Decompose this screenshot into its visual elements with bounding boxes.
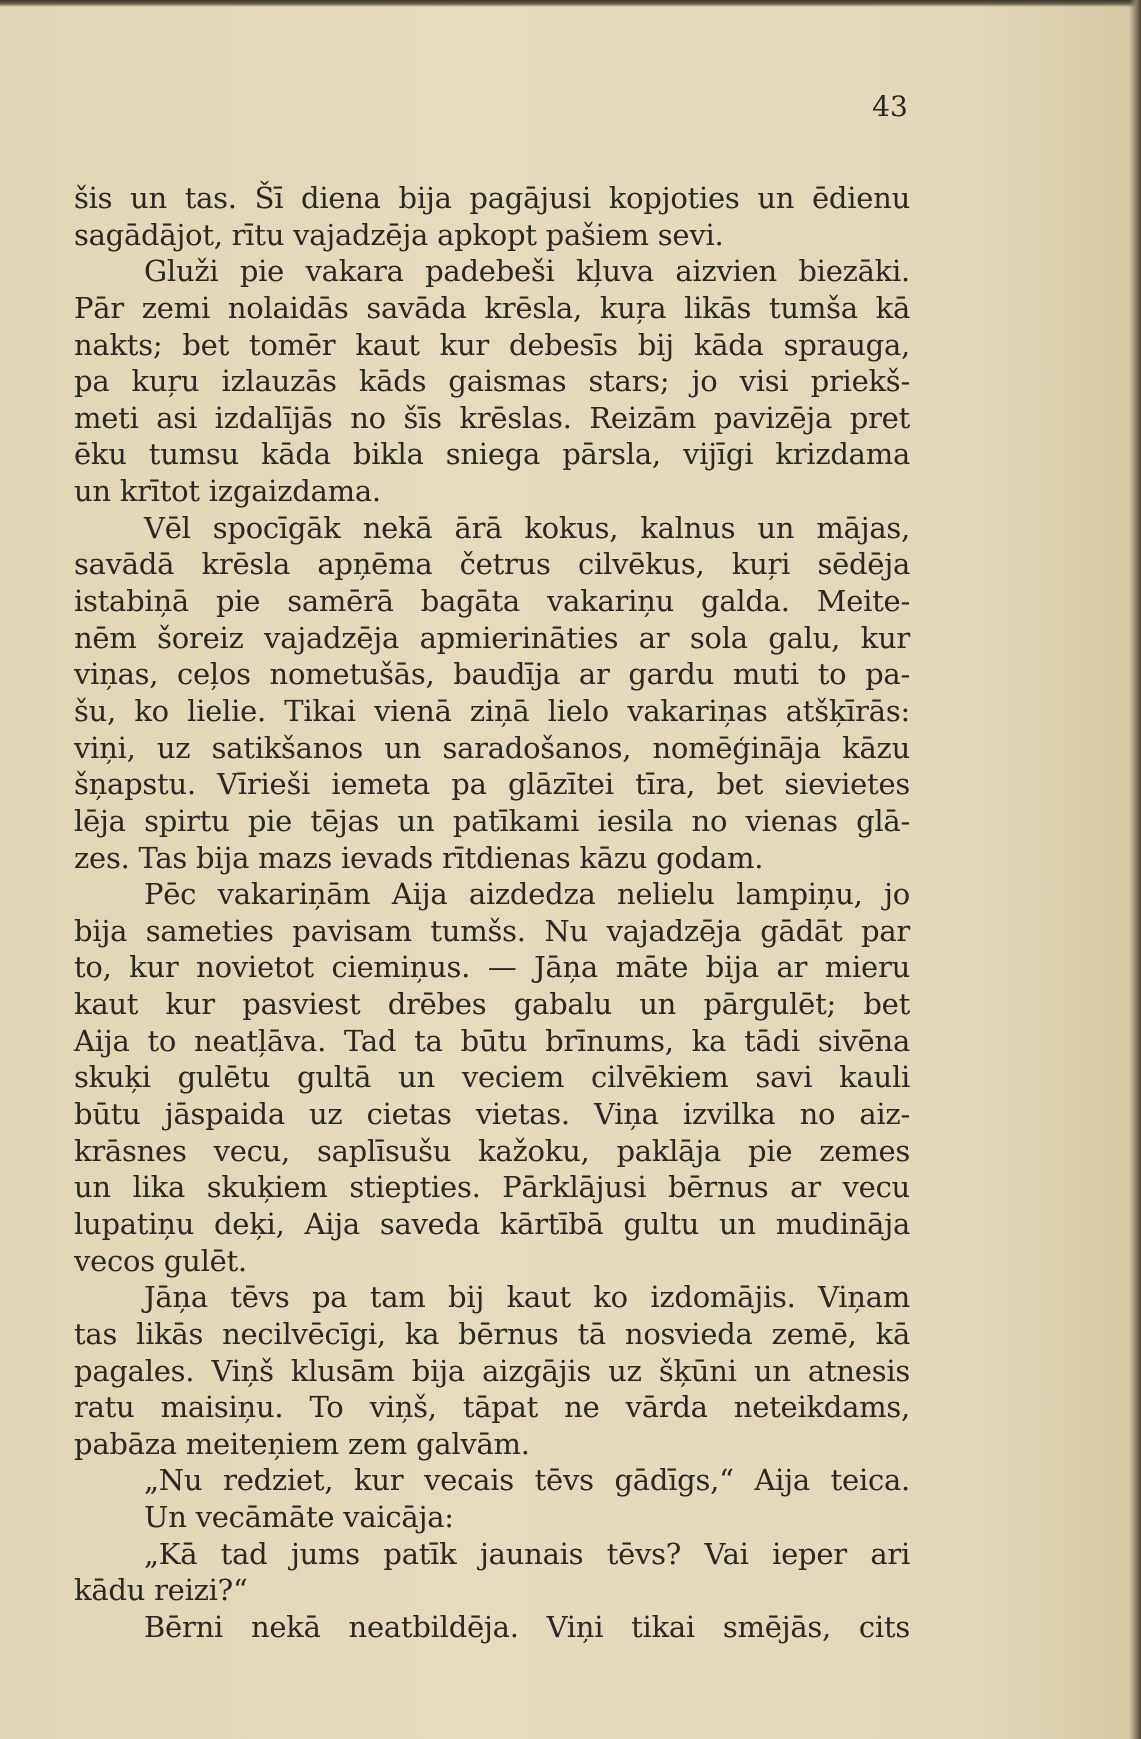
text-line: „Kā tad jums patīk jaunais tēvs? Vai ieper ari <box>144 1536 910 1571</box>
text-line: ēku tumsu kāda bikla sniega pārsla, vijīgi krizdama <box>74 437 910 472</box>
text-line: skuķi gulētu gultā un veciem cilvēkiem savi kauli <box>74 1060 910 1095</box>
text-line: Vēl spocīgāk nekā ārā kokus, kalnus un mājas, <box>144 510 910 545</box>
text-line: pabāza meiteņiem zem galvām. <box>74 1426 530 1461</box>
text-line: pagales. Viņš klusām bija aizgājis uz šķūni un atnesis <box>74 1353 910 1388</box>
text-line: istabiņā pie samērā bagāta vakariņu galda. Meite- <box>74 584 910 619</box>
text-line: bija sameties pavisam tumšs. Nu vajadzēja gādāt par <box>74 913 910 948</box>
text-line: šis un tas. Šī diena bija pagājusi kopjoties un ēdienu <box>74 181 910 215</box>
text-line: meti asi izdalījās no šīs krēslas. Reizām pavizēja pret <box>74 400 910 435</box>
body-text <box>74 180 910 1646</box>
text-line: Bērni nekā neatbildēja. Viņi tikai smējās, cits <box>144 1609 910 1644</box>
text-line: sagādājot, rītu vajadzēja apkopt pašiem sevi. <box>74 217 724 252</box>
text-line: Pār zemi nolaidās savāda krēsla, kuŗa likās tumša kā <box>74 290 910 325</box>
text-line: pa kuŗu izlauzās kāds gaismas stars; jo visi priekš- <box>74 364 910 399</box>
text-line: Aija to neatļāva. Tad ta būtu brīnums, ka tādi sivēna <box>74 1023 910 1058</box>
text-line: nakts; bet tomēr kaut kur debesīs bij kāda sprauga, <box>74 327 910 362</box>
text-line: Un vecāmāte vaicāja: <box>144 1500 454 1535</box>
text-line: Jāņa tēvs pa tam bij kaut ko izdomājis. Viņam <box>144 1280 910 1315</box>
text-line: nēm šoreiz vajadzēja apmierināties ar sola galu, kur <box>74 620 910 655</box>
text-line: krāsnes vecu, saplīsušu kažoku, paklāja pie zemes <box>74 1133 910 1168</box>
text-line: ratu maisiņu. To viņš, tāpat ne vārda neteikdams, <box>74 1390 910 1425</box>
text-line: kādu reizi?“ <box>74 1573 248 1608</box>
text-line: vecos gulēt. <box>74 1243 247 1278</box>
text-line: šņapstu. Vīrieši iemeta pa glāzītei tīra, bet sievietes <box>74 767 910 802</box>
page-binding-shadow <box>1129 0 1141 1739</box>
text-line: lupatiņu deķi, Aija saveda kārtībā gultu un mudināja <box>74 1206 910 1241</box>
text-line: Gluži pie vakara padebeši kļuva aizvien biezāki. <box>144 254 910 289</box>
text-line: to, kur novietot ciemiņus. — Jāņa māte bija ar mieru <box>74 950 910 985</box>
text-line: kaut kur pasviest drēbes gabalu un pārgulēt; bet <box>74 987 910 1022</box>
text-line: viņi, uz satikšanos un saradošanos, nomēģināja kāzu <box>74 730 910 765</box>
text-line: lēja spirtu pie tējas un patīkami iesila no vienas glā- <box>74 803 910 838</box>
text-line: Pēc vakariņām Aija aizdedza nelielu lampiņu, jo <box>144 877 910 912</box>
text-line: un lika skuķiem stiepties. Pārklājusi bērnus ar vecu <box>74 1170 910 1205</box>
text-line: savādā krēsla apņēma četrus cilvēkus, kuŗi sēdēja <box>74 547 910 582</box>
page-top-edge <box>0 0 1141 7</box>
text-line: „Nu redziet, kur vecais tēvs gādīgs,“ Aija teica. <box>144 1463 910 1498</box>
text-line: un krītot izgaizdama. <box>74 474 381 509</box>
text-line: viņas, ceļos nometušās, baudīja ar gardu muti to pa- <box>74 657 910 692</box>
text-line: būtu jāspaida uz cietas vietas. Viņa izvilka no aiz- <box>74 1097 910 1132</box>
text-line: tas likās necilvēcīgi, ka bērnus tā nosvieda zemē, kā <box>74 1316 910 1351</box>
text-line: zes. Tas bija mazs ievads rītdienas kāzu godam. <box>74 840 764 875</box>
text-line: šu, ko lielie. Tikai vienā ziņā lielo vakariņas atšķīrās: <box>74 693 910 728</box>
page-number: 43 <box>872 90 908 123</box>
